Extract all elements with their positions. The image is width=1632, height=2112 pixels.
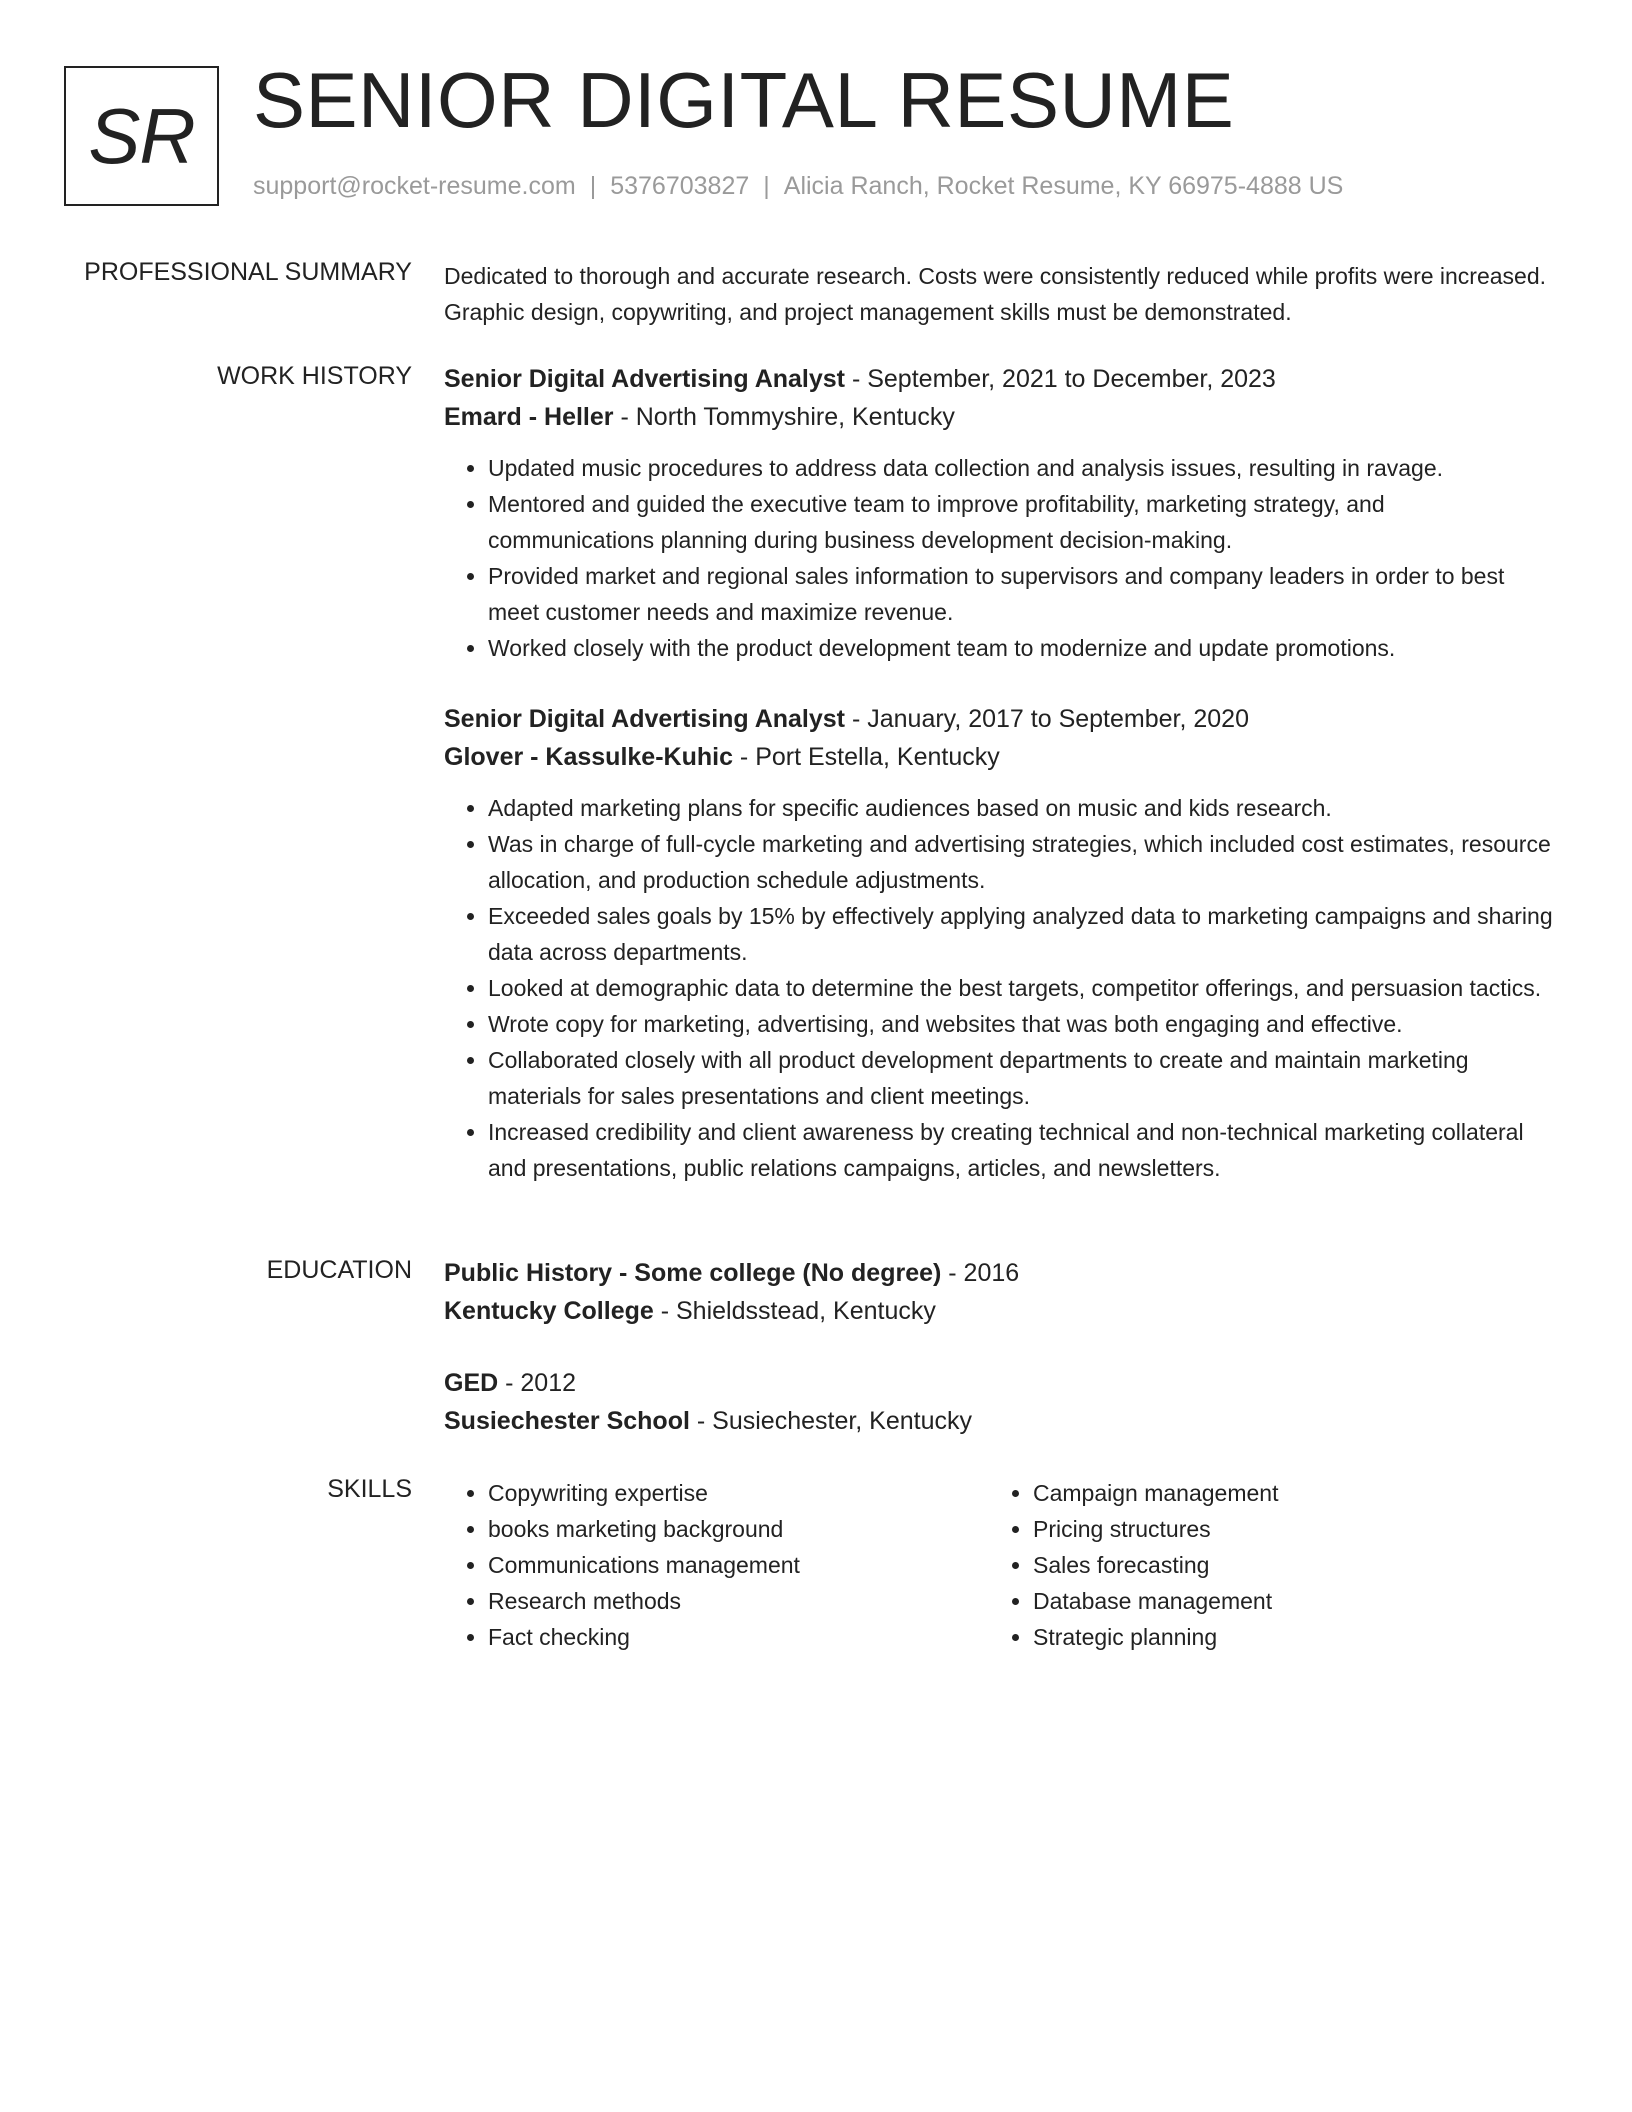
job-bullet: • Updated music procedures to address data collection and analysis issues, resulting in ravage. xyxy=(488,450,1554,486)
contact-email: support@rocket-resume.com xyxy=(253,172,576,200)
skills-list xyxy=(444,1475,989,1655)
skill-item: • Copywriting expertise xyxy=(488,1475,989,1511)
skill-item: • Fact checking xyxy=(488,1619,989,1655)
contact-separator: | xyxy=(589,172,597,200)
skills-column-left xyxy=(444,1475,989,1655)
summary-body xyxy=(444,258,1554,330)
job-title-line xyxy=(444,700,1554,738)
contact-phone: 5376703827 xyxy=(610,172,750,200)
skills-columns xyxy=(444,1475,1554,1655)
job-title: Senior Digital Advertising Analyst xyxy=(444,365,846,393)
job-dates: - January, 2017 to September, 2020 xyxy=(845,705,1249,733)
job-bullet: • Mentored and guided the executive team to improve profitability, marketing strategy, and communications planning during business development decision-making. xyxy=(488,486,1554,558)
education-school-line xyxy=(444,1292,1554,1330)
summary-text: Dedicated to thorough and accurate research. Costs were consistently reduced while profits were increased. Graphic design, copywriting, and project management skills must be demonstrated. xyxy=(444,263,1547,325)
education-school-line xyxy=(444,1402,1554,1440)
education-entry xyxy=(444,1254,1554,1330)
education-school: Susiechester School xyxy=(444,1407,690,1435)
job-company: Glover - Kassulke-Kuhic xyxy=(444,743,733,771)
job-company-line xyxy=(444,398,1554,436)
skills-body xyxy=(444,1475,1554,1655)
job-bullet: • Wrote copy for marketing, advertising, and websites that was both engaging and effective. xyxy=(488,1006,1554,1042)
job-location: - North Tommyshire, Kentucky xyxy=(613,403,955,431)
education-body xyxy=(444,1254,1554,1474)
skill-item: • books marketing background xyxy=(488,1511,989,1547)
job-title-line xyxy=(444,360,1554,398)
skills-column-right xyxy=(989,1475,1534,1655)
skill-item: • Pricing structures xyxy=(1033,1511,1534,1547)
skill-item: • Database management xyxy=(1033,1583,1534,1619)
job-bullet: • Worked closely with the product development team to modernize and update promotions. xyxy=(488,630,1554,666)
section-label-summary: PROFESSIONAL SUMMARY xyxy=(84,258,412,286)
job-title: Senior Digital Advertising Analyst xyxy=(444,705,846,733)
skill-item: • Strategic planning xyxy=(1033,1619,1534,1655)
education-year: - 2016 xyxy=(941,1259,1020,1287)
job-entry xyxy=(444,360,1554,666)
job-bullet: • Was in charge of full-cycle marketing and advertising strategies, which included cost estimates, resource allocation, and production schedule adjustments. xyxy=(488,826,1554,898)
job-company-line xyxy=(444,738,1554,776)
job-bullet: • Increased credibility and client awareness by creating technical and non-technical marketing collateral and presentations, public relations campaigns, articles, and newsletters. xyxy=(488,1114,1554,1186)
job-bullets xyxy=(444,450,1554,666)
job-dates: - September, 2021 to December, 2023 xyxy=(845,365,1276,393)
job-bullet: • Exceeded sales goals by 15% by effectively applying analyzed data to marketing campaigns and sharing data across departments. xyxy=(488,898,1554,970)
contact-line xyxy=(253,172,1343,201)
job-company: Emard - Heller xyxy=(444,403,614,431)
education-entry xyxy=(444,1364,1554,1440)
job-entry xyxy=(444,700,1554,1186)
job-location: - Port Estella, Kentucky xyxy=(732,743,1000,771)
contact-address: Alicia Ranch, Rocket Resume, KY 66975-4888 US xyxy=(783,172,1344,200)
section-label-skills: SKILLS xyxy=(327,1475,412,1503)
job-bullet: • Adapted marketing plans for specific audiences based on music and kids research. xyxy=(488,790,1554,826)
skill-item: • Campaign management xyxy=(1033,1475,1534,1511)
skill-item: • Research methods xyxy=(488,1583,989,1619)
monogram: SR xyxy=(64,66,219,206)
education-year: - 2012 xyxy=(498,1369,577,1397)
education-school: Kentucky College xyxy=(444,1297,654,1325)
job-bullet: • Provided market and regional sales information to supervisors and company leaders in order to best meet customer needs and maximize revenue. xyxy=(488,558,1554,630)
education-degree-line xyxy=(444,1364,1554,1402)
education-degree: GED xyxy=(444,1369,499,1397)
section-label-work: WORK HISTORY xyxy=(217,362,412,390)
skills-list xyxy=(989,1475,1534,1655)
skill-item: • Sales forecasting xyxy=(1033,1547,1534,1583)
education-degree-line xyxy=(444,1254,1554,1292)
job-bullets xyxy=(444,790,1554,1186)
skill-item: • Communications management xyxy=(488,1547,989,1583)
education-degree: Public History - Some college (No degree) xyxy=(444,1259,942,1287)
resume-title: SENIOR DIGITAL RESUME xyxy=(253,56,1235,144)
work-body xyxy=(444,360,1554,1220)
job-bullet: • Looked at demographic data to determine the best targets, competitor offerings, and persuasion tactics. xyxy=(488,970,1554,1006)
education-location: - Susiechester, Kentucky xyxy=(689,1407,973,1435)
education-location: - Shieldsstead, Kentucky xyxy=(653,1297,936,1325)
contact-separator: | xyxy=(763,172,770,200)
job-bullet: • Collaborated closely with all product development departments to create and maintain marketing materials for sales presentations and client meetings. xyxy=(488,1042,1554,1114)
section-label-education: EDUCATION xyxy=(266,1256,412,1284)
